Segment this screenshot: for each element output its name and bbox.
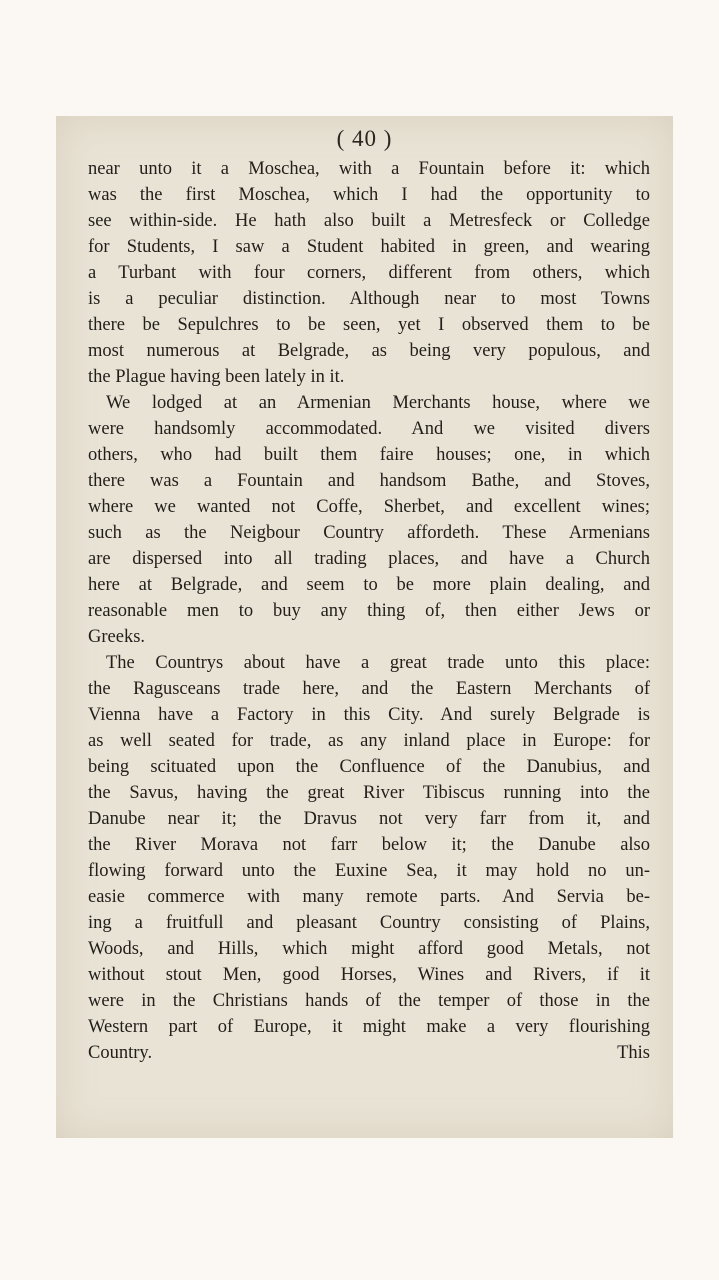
text-line: the Ragusceans trade here, and the Eastern Merchants of	[88, 679, 650, 699]
text-line: see within-side. He hath also built a Metresfeck or Colledge	[88, 211, 650, 231]
text-line: there was a Fountain and handsom Bathe, and Stoves,	[88, 471, 650, 491]
text-line: where we wanted not Coffe, Sherbet, and excellent wines;	[88, 497, 650, 517]
text-line: Vienna have a Factory in this City. And surely Belgrade is	[88, 705, 650, 725]
final-line	[88, 1040, 650, 1066]
text-line: such as the Neigbour Country affordeth. These Armenians	[88, 523, 650, 543]
text-line: flowing forward unto the Euxine Sea, it may hold no un-	[88, 861, 650, 881]
text-line: ing a fruitfull and pleasant Country consisting of Plains,	[88, 913, 650, 933]
text-line: a Turbant with four corners, different from others, which	[88, 263, 650, 283]
text-line: being scituated upon the Confluence of the Danubius, and	[88, 757, 650, 777]
text-line: were handsomly accommodated. And we visited divers	[88, 419, 650, 439]
text-line: Danube near it; the Dravus not very farr from it, and	[88, 809, 650, 829]
text-line: Woods, and Hills, which might afford good Metals, not	[88, 939, 650, 959]
text-line: the River Morava not farr below it; the Danube also	[88, 835, 650, 855]
text-line: We lodged at an Armenian Merchants house, where we	[106, 393, 650, 413]
text-line: is a peculiar distinction. Although near to most Towns	[88, 289, 650, 309]
text-line: as well seated for trade, as any inland place in Europe: for	[88, 731, 650, 751]
text-line: Western part of Europe, it might make a very flourishing	[88, 1017, 650, 1037]
page-number: ( 40 )	[336, 126, 393, 151]
last-line-text: Country.	[88, 1043, 153, 1063]
text-line: for Students, I saw a Student habited in green, and wearing	[88, 237, 650, 257]
text-line: most numerous at Belgrade, as being very populous, and	[88, 341, 650, 361]
text-line: the Savus, having the great River Tibiscus running into the	[88, 783, 650, 803]
text-line: were in the Christians hands of the temper of those in the	[88, 991, 650, 1011]
text-line: others, who had built them faire houses; one, in which	[88, 445, 650, 465]
book-page	[56, 116, 673, 1138]
text-line: The Countrys about have a great trade unto this place:	[106, 653, 650, 673]
catchword: This	[617, 1043, 650, 1063]
text-line: are dispersed into all trading places, and have a Church	[88, 549, 650, 569]
text-line: was the first Moschea, which I had the opportunity to	[88, 185, 650, 205]
body-text	[88, 156, 650, 1066]
text-line: here at Belgrade, and seem to be more plain dealing, and	[88, 575, 650, 595]
text-line: without stout Men, good Horses, Wines and Rivers, if it	[88, 965, 650, 985]
text-line: near unto it a Moschea, with a Fountain before it: which	[88, 159, 650, 179]
text-line: there be Sepulchres to be seen, yet I observed them to be	[88, 315, 650, 335]
text-line: reasonable men to buy any thing of, then either Jews or	[88, 601, 650, 621]
text-line: easie commerce with many remote parts. And Servia be-	[88, 887, 650, 907]
text-line: the Plague having been lately in it.	[88, 367, 345, 387]
text-line: Greeks.	[88, 627, 146, 647]
